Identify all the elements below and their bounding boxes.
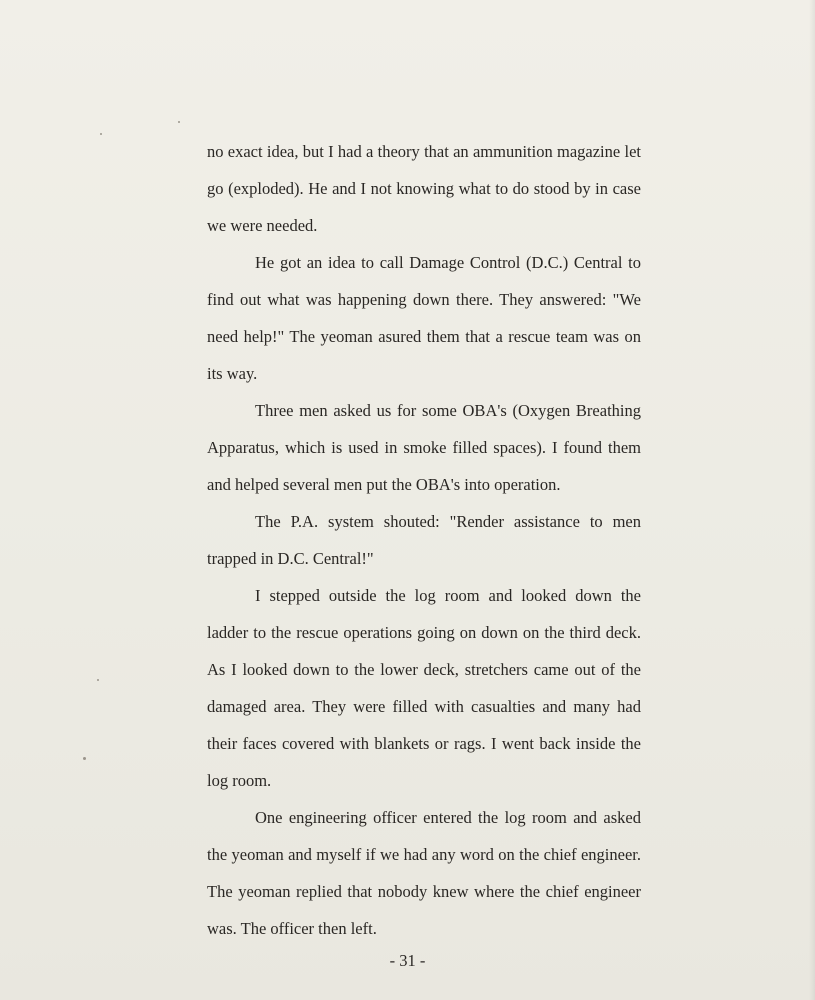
- paragraph: One engineering officer entered the log room and asked the yeoman and myself if we had any word on the chief engineer. The yeoman replied that nobody knew where the chief engineer was. The officer then left.: [207, 808, 641, 938]
- page-number: - 31 -: [389, 951, 426, 970]
- paper-speck: [178, 121, 180, 123]
- paragraph: I stepped outside the log room and looked down the ladder to the rescue operations going on down on the third deck. As I looked down to the lower deck, stretchers came out of the damaged area. They were filled with casualties and many had their faces covered with blankets or rags. I went back inside the log room.: [207, 586, 641, 790]
- paper-speck: [83, 757, 86, 760]
- paragraph: He got an idea to call Damage Control (D.C.) Central to find out what was happening down there. They answered: "We need help!" The yeoman asured them that a rescue team was on its way.: [207, 253, 641, 383]
- body-text: [207, 133, 641, 947]
- paragraph: Three men asked us for some OBA's (Oxygen Breathing Apparatus, which is used in smoke filled spaces). I found them and helped several men put the OBA's into operation.: [207, 401, 641, 494]
- paper-speck: [100, 133, 102, 135]
- paragraph: no exact idea, but I had a theory that an ammunition magazine let go (exploded). He and I not knowing what to do stood by in case we were needed.: [207, 142, 641, 235]
- paper-speck: [97, 679, 99, 681]
- paragraph: The P.A. system shouted: "Render assistance to men trapped in D.C. Central!": [207, 512, 641, 568]
